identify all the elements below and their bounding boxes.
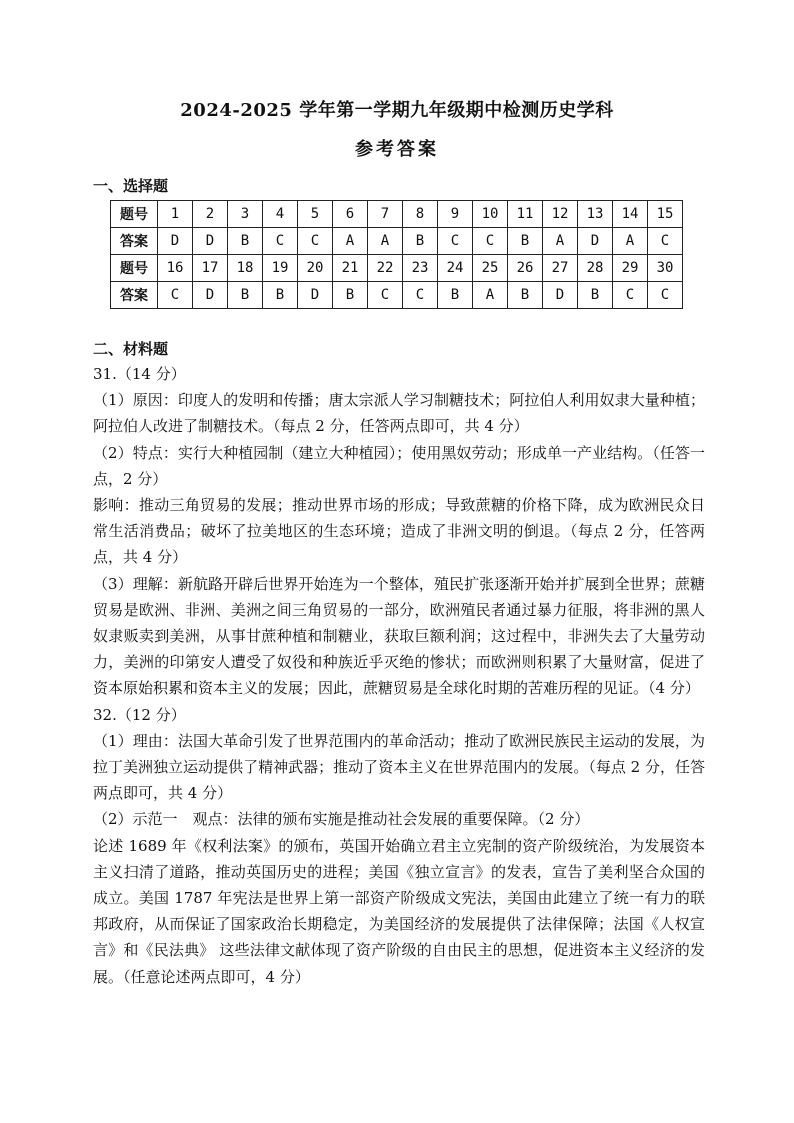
row-label-answer: 答案 xyxy=(111,228,158,255)
question-number-cell: 27 xyxy=(543,255,578,282)
question-number-cell: 29 xyxy=(613,255,648,282)
answer-row xyxy=(111,282,683,309)
question-number-cell: 19 xyxy=(263,255,298,282)
question-number-cell: 1 xyxy=(158,201,193,228)
question-number-cell: 4 xyxy=(263,201,298,228)
answer-cell: D xyxy=(193,282,228,309)
question-number-cell: 28 xyxy=(578,255,613,282)
answer-cell: D xyxy=(578,228,613,255)
question-number-cell: 2 xyxy=(193,201,228,228)
question-number-cell: 9 xyxy=(438,201,473,228)
answer-paragraph: （2）特点：实行大种植园制（建立大种植园）；使用黑奴劳动；形成单一产业结构。（任答一点，2 分） xyxy=(93,443,705,488)
page-subtitle: 参考答案 xyxy=(355,139,439,160)
question-number-cell: 5 xyxy=(298,201,333,228)
question-number-cell: 7 xyxy=(368,201,403,228)
row-label-answer: 答案 xyxy=(111,282,158,309)
question-number-cell: 25 xyxy=(473,255,508,282)
question-number-cell: 8 xyxy=(403,201,438,228)
material-questions-answers xyxy=(93,361,705,990)
answer-cell: B xyxy=(228,228,263,255)
answer-cell: C xyxy=(403,282,438,309)
answer-cell: C xyxy=(158,282,193,309)
answer-cell: B xyxy=(403,228,438,255)
question-number-row xyxy=(111,255,683,282)
answer-cell: A xyxy=(333,228,368,255)
question-number-cell: 22 xyxy=(368,255,403,282)
answer-cell: C xyxy=(648,282,683,309)
question-number-cell: 18 xyxy=(228,255,263,282)
answer-paragraph: （3）理解：新航路开辟后世界开始连为一个整体，殖民扩张逐渐开始并扩展到全世界；蔗糖贸易是欧洲、非洲、美洲之间三角贸易的一部分，欧洲殖民者通过暴力征服，将非洲的黑人奴隶贩卖到美洲，从事甘蔗种植和制糖业，获取巨额利润；这过程中，非洲失去了大量劳动力，美洲的印第安人遭受了奴役和种族近乎灭绝的惨状；而欧洲则积累了大量财富，促进了资本原始积累和资本主义的发展；因此，蔗糖贸易是全球化时期的苦难历程的见证。（4 分） xyxy=(93,574,705,698)
answer-paragraph: 32.（12 分） xyxy=(93,705,186,724)
question-number-cell: 6 xyxy=(333,201,368,228)
multiple-choice-answer-table xyxy=(110,200,683,309)
question-number-cell: 17 xyxy=(193,255,228,282)
question-number-cell: 12 xyxy=(543,201,578,228)
answer-paragraph: 影响：推动三角贸易的发展；推动世界市场的形成；导致蔗糖的价格下降，成为欧洲民众日常生活消费品；破坏了拉美地区的生态环境；造成了非洲文明的倒退。（每点 2 分，任答两点，共 4 分） xyxy=(93,496,705,567)
answer-cell: D xyxy=(298,282,333,309)
answer-cell: A xyxy=(613,228,648,255)
answer-cell: A xyxy=(368,228,403,255)
answer-cell: D xyxy=(158,228,193,255)
question-number-cell: 10 xyxy=(473,201,508,228)
question-number-cell: 11 xyxy=(508,201,543,228)
answer-cell: B xyxy=(333,282,368,309)
answer-paragraph: 论述 1689 年《权利法案》的颁布，英国开始确立君主立宪制的资产阶级统治，为发展资本主义扫清了道路，推动英国历史的进程；美国《独立宣言》的发表，宣告了美利坚合众国的成立。美国 1787 年宪法是世界上第一部资产阶级成文宪法，美国由此建立了统一有力的联邦政府，从而保证了国家政治长期稳定，为美国经济的发展提供了法律保障；法国《人权宣言》和《民法典》 这些法律文献体现了资产阶级的自由民主的思想，促进资本主义经济的发展。（任意论述两点即可，4 分） xyxy=(93,836,705,986)
question-number-cell: 16 xyxy=(158,255,193,282)
answer-cell: D xyxy=(543,282,578,309)
answer-cell: C xyxy=(263,228,298,255)
answer-cell: B xyxy=(508,228,543,255)
answer-row xyxy=(111,228,683,255)
question-number-cell: 24 xyxy=(438,255,473,282)
page-title: 2024-2025 学年第一学期九年级期中检测历史学科 xyxy=(180,100,614,121)
question-number-cell: 3 xyxy=(228,201,263,228)
answer-cell: C xyxy=(438,228,473,255)
question-number-cell: 26 xyxy=(508,255,543,282)
answer-cell: B xyxy=(438,282,473,309)
answer-paragraph: （2）示范一 观点：法律的颁布实施是推动社会发展的重要保障。（2 分） xyxy=(93,810,590,829)
question-number-cell: 13 xyxy=(578,201,613,228)
question-number-cell: 21 xyxy=(333,255,368,282)
answer-cell: C xyxy=(613,282,648,309)
answer-cell: B xyxy=(228,282,263,309)
answer-cell: B xyxy=(508,282,543,309)
answer-paragraph: 31.（14 分） xyxy=(93,365,186,383)
answer-cell: D xyxy=(193,228,228,255)
row-label-question: 题号 xyxy=(111,201,158,228)
answer-cell: C xyxy=(473,228,508,255)
question-number-cell: 15 xyxy=(648,201,683,228)
section-2-heading: 二、材料题 xyxy=(93,340,169,358)
answer-cell: C xyxy=(648,228,683,255)
answer-cell: B xyxy=(578,282,613,309)
row-label-question: 题号 xyxy=(111,255,158,282)
question-number-row xyxy=(111,201,683,228)
answer-cell: A xyxy=(473,282,508,309)
answer-cell: C xyxy=(298,228,333,255)
answer-cell: A xyxy=(543,228,578,255)
question-number-cell: 23 xyxy=(403,255,438,282)
question-number-cell: 14 xyxy=(613,201,648,228)
question-number-cell: 20 xyxy=(298,255,333,282)
answer-cell: C xyxy=(368,282,403,309)
answer-paragraph: （1）原因：印度人的发明和传播；唐太宗派人学习制糖技术；阿拉伯人利用奴隶大量种植；阿拉伯人改进了制糖技术。（每点 2 分，任答两点即可，共 4 分） xyxy=(93,391,705,436)
section-1-heading: 一、选择题 xyxy=(93,177,169,195)
answer-cell: B xyxy=(263,282,298,309)
question-number-cell: 30 xyxy=(648,255,683,282)
answer-paragraph: （1）理由：法国大革命引发了世界范围内的革命活动；推动了欧洲民族民主运动的发展，为拉丁美洲独立运动提供了精神武器；推动了资本主义在世界范围内的发展。（每点 2 分，任答两点即可，共 4 分） xyxy=(93,731,705,803)
